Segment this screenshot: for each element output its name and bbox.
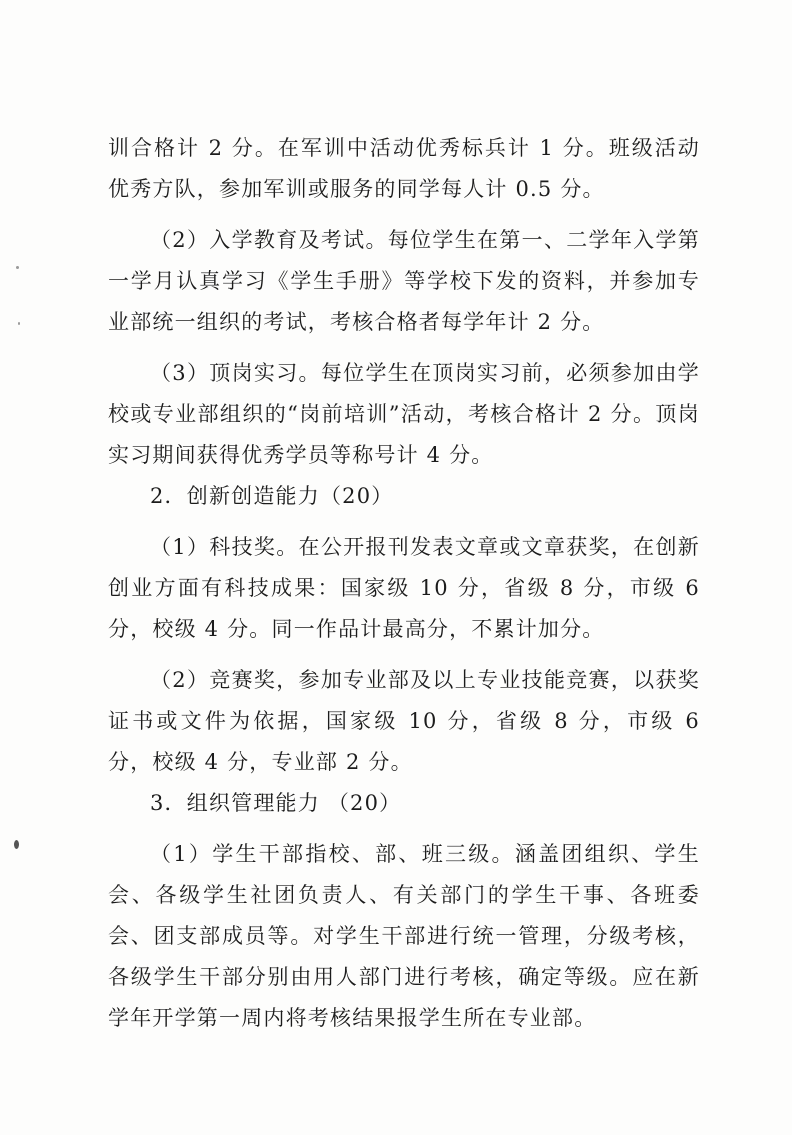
paragraph: （1）学生干部指校、部、班三级。涵盖团组织、学生会、各级学生社团负责人、有关部门的学生干事、各班委会、团支部成员等。对学生干部进行统一管理，分级考核，各级学生干部分别由用人部门进行考核，确定等级。应在新学年开学第一周内将考核结果报学生所在专业部。: [108, 842, 700, 1030]
paragraph: （1）科技奖。在公开报刊发表文章或文章获奖，在创新创业方面有科技成果：国家级 10 分，省级 8 分，市级 6 分，校级 4 分。同一作品计最高分，不累计加分。: [108, 535, 700, 641]
scan-speck: [18, 322, 20, 325]
paragraph: （3）顶岗实习。每位学生在顶岗实习前，必须参加由学校或专业部组织的“岗前培训”活动，考核合格计 2 分。顶岗实习期间获得优秀学员等称号计 4 分。: [108, 361, 700, 467]
document-body: [108, 128, 700, 1039]
section-heading: 3．组织管理能力 （20）: [150, 791, 402, 815]
paragraph: 训合格计 2 分。在军训中活动优秀标兵计 1 分。班级活动优秀方队，参加军训或服务的同学每人计 0.5 分。: [108, 136, 700, 201]
scan-speck: [16, 266, 19, 269]
paragraph: （2）竞赛奖，参加专业部及以上专业技能竞赛，以获奖证书或文件为依据，国家级 10 分，省级 8 分，市级 6 分，校级 4 分，专业部 2 分。: [108, 668, 700, 774]
paragraph: （2）入学教育及考试。每位学生在第一、二学年入学第一学月认真学习《学生手册》等学校下发的资料，并参加专业部统一组织的考试，考核合格者每学年计 2 分。: [108, 228, 700, 334]
scan-speck: [14, 840, 19, 849]
section-heading: 2．创新创造能力（20）: [150, 484, 394, 508]
